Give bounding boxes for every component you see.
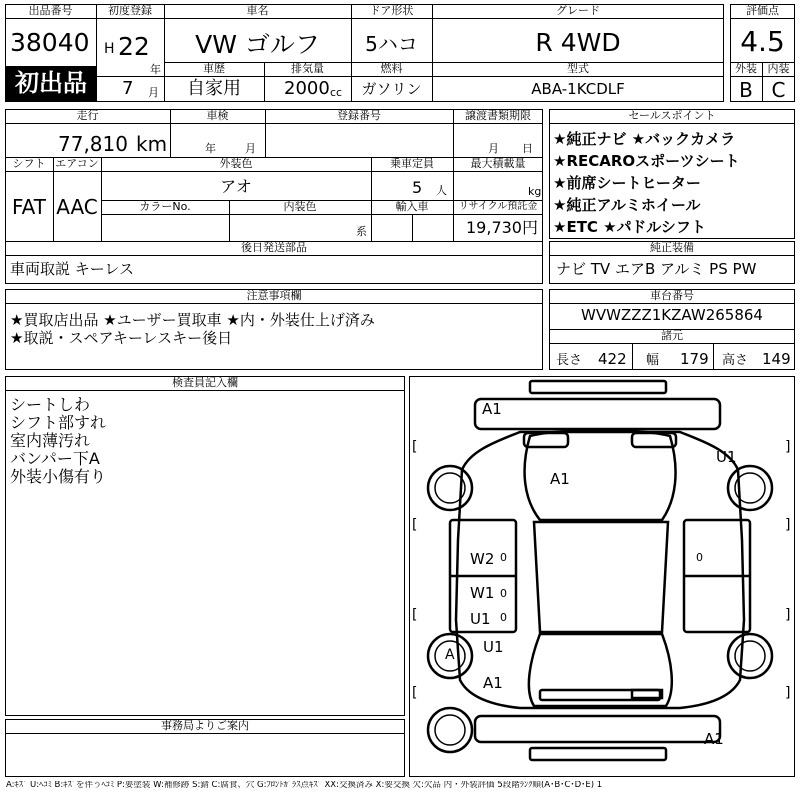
ext-label: 外装 bbox=[730, 62, 762, 77]
mark-zero: 0 bbox=[500, 611, 507, 624]
specs-label: 諸元 bbox=[549, 329, 795, 344]
capacity-unit: 人 bbox=[436, 184, 447, 197]
load-unit: kg bbox=[528, 185, 542, 198]
ext-score: B bbox=[739, 78, 753, 102]
fuel-label: 燃料 bbox=[351, 62, 432, 77]
grade: R 4WD bbox=[535, 28, 621, 57]
bracket: [ bbox=[412, 685, 418, 701]
bracket: ] bbox=[785, 517, 791, 533]
selling-point: ★純正アルミホイール bbox=[553, 196, 701, 214]
length-label: 長さ bbox=[556, 353, 583, 368]
selling-points-label: セールスポイント bbox=[549, 109, 795, 124]
legend-footer: A:ｷｽﾞ U:ﾍｺﾐ B:ｷｽﾞを伴うﾍｺﾐ P:要塗装 W:補修跡 S:錆 C:腐食、穴 G:ﾌﾛﾝﾄｶﾞﾗｽ点ｷｽﾞ XX:交換済み X:要交換 欠:欠品 内・外装評価 5段階ﾗﾝｸ順(A･B･C･D･E) 1 bbox=[6, 781, 603, 790]
lot-label: 出品番号 bbox=[5, 4, 96, 19]
mark-u1-right: U1 bbox=[716, 448, 737, 466]
reg-year: 22 bbox=[118, 32, 150, 61]
month-unit: 月 bbox=[148, 86, 159, 99]
color: アオ bbox=[220, 177, 252, 196]
later-label: 後日発送部品 bbox=[5, 241, 543, 256]
caution-item: ★買取店出品 ★ユーザー買取車 ★内・外装仕上げ済み bbox=[10, 311, 375, 329]
displacement: 2000 bbox=[284, 78, 330, 99]
history-label: 車歴 bbox=[164, 62, 264, 77]
history: 自家用 bbox=[187, 78, 241, 99]
equipment-list: ナビ TV エアB アルミ PS PW bbox=[556, 260, 757, 278]
car-diagram bbox=[409, 376, 795, 777]
plate-label: 登録番号 bbox=[265, 109, 453, 124]
int-label: 内装 bbox=[762, 62, 795, 77]
score: 4.5 bbox=[740, 25, 785, 58]
first-listing-badge: 初出品 bbox=[6, 66, 96, 101]
reg-label: 初度登録 bbox=[96, 4, 164, 19]
import-label: 輸入車 bbox=[371, 200, 453, 215]
reg-month: 7 bbox=[122, 78, 134, 99]
color-label: 外装色 bbox=[101, 157, 371, 172]
height: 149 bbox=[762, 350, 791, 368]
capacity: 5 bbox=[412, 178, 423, 197]
mileage-unit: km bbox=[136, 132, 168, 156]
displacement-unit: cc bbox=[330, 86, 343, 99]
selling-points-list bbox=[553, 128, 740, 238]
load-label: 最大積載量 bbox=[453, 157, 543, 172]
caution-list bbox=[10, 311, 375, 347]
name-label: 車名 bbox=[164, 4, 351, 19]
vin: WVWZZZ1KZAW265864 bbox=[581, 306, 763, 324]
selling-point: ★RECAROスポーツシート bbox=[553, 152, 740, 170]
capacity-label: 乗車定員 bbox=[371, 157, 453, 172]
mark-a1-lower: A1 bbox=[483, 674, 503, 692]
inspector-notes bbox=[10, 396, 106, 486]
door-type: 5ハコ bbox=[365, 32, 418, 56]
fuel: ガソリン bbox=[361, 80, 422, 98]
displacement-label: 排気量 bbox=[264, 62, 351, 77]
bracket: ] bbox=[785, 685, 791, 701]
width-label: 幅 bbox=[646, 353, 660, 368]
inspection-month-unit: 月 bbox=[245, 142, 256, 155]
inspector-label: 検査員記入欄 bbox=[5, 376, 405, 391]
transfer-label: 譲渡書類期限 bbox=[453, 109, 543, 124]
length: 422 bbox=[598, 350, 627, 368]
mark-a1-hood: A1 bbox=[550, 470, 570, 488]
car-name: VW ゴルフ bbox=[195, 30, 320, 59]
selling-point: ★前席シートヒーター bbox=[553, 174, 701, 192]
bracket: [ bbox=[412, 517, 418, 533]
height-label: 高さ bbox=[722, 353, 749, 368]
mark-zero: 0 bbox=[500, 551, 507, 564]
mileage-label: 走行 bbox=[5, 109, 170, 124]
score-label: 評価点 bbox=[730, 4, 795, 19]
mark-w1: W1 bbox=[470, 584, 495, 602]
inspector-note: 室内薄汚れ bbox=[10, 431, 91, 450]
mileage: 77,810 bbox=[58, 132, 128, 156]
mark-zero: 0 bbox=[500, 587, 507, 600]
grade-label: グレード bbox=[432, 4, 724, 19]
interior-label: 内装色 bbox=[229, 200, 371, 215]
door-label: ドア形状 bbox=[351, 4, 432, 19]
mark-a1-top: A1 bbox=[482, 400, 502, 418]
bracket: [ bbox=[412, 607, 418, 623]
mark-u1-lower: U1 bbox=[483, 638, 504, 656]
colorno-label: カラーNo. bbox=[101, 200, 229, 215]
equipment-label: 純正装備 bbox=[549, 241, 795, 256]
inspector-note: シフト部すれ bbox=[10, 413, 107, 432]
int-score: C bbox=[771, 78, 786, 102]
model-code: ABA-1KCDLF bbox=[531, 80, 625, 98]
office-label: 事務局よりご案内 bbox=[5, 719, 405, 734]
later-parts: 車両取説 キーレス bbox=[10, 260, 135, 278]
selling-point: ★純正ナビ ★バックカメラ bbox=[553, 130, 736, 148]
ac-label: エアコン bbox=[53, 157, 101, 172]
caution-item: ★取説・スペアキーレスキー後日 bbox=[10, 329, 233, 347]
year-unit: 年 bbox=[150, 63, 161, 76]
model-label: 型式 bbox=[432, 62, 724, 77]
inspector-note: シートしわ bbox=[10, 395, 91, 414]
inspection-label: 車検 bbox=[170, 109, 265, 124]
width: 179 bbox=[680, 350, 709, 368]
chassis-label: 車台番号 bbox=[549, 289, 795, 304]
mark-w2: W2 bbox=[470, 550, 495, 568]
shift: FAT bbox=[11, 195, 46, 219]
mark-zero: 0 bbox=[696, 551, 703, 564]
transfer-month-unit: 月 bbox=[488, 142, 499, 155]
inspection-year-unit: 年 bbox=[205, 142, 216, 155]
recycle: 19,730円 bbox=[466, 218, 538, 237]
lot-number: 38040 bbox=[10, 28, 90, 57]
ac: AAC bbox=[56, 195, 98, 219]
recycle-label: リサイクル預託金 bbox=[453, 200, 543, 215]
bracket: ] bbox=[785, 607, 791, 623]
shift-label: シフト bbox=[5, 157, 53, 172]
mark-wheel-a: A bbox=[445, 647, 455, 663]
mark-a1-bottom: A1 bbox=[704, 730, 724, 748]
mark-u1-mid: U1 bbox=[470, 610, 491, 628]
bracket: [ bbox=[412, 439, 418, 455]
transfer-day-unit: 日 bbox=[522, 142, 533, 155]
inspector-note: バンパー下A bbox=[10, 449, 100, 468]
selling-point: ★ETC ★パドルシフト bbox=[553, 218, 706, 236]
caution-label: 注意事項欄 bbox=[5, 289, 543, 304]
era: H bbox=[104, 41, 115, 57]
interior-unit: 系 bbox=[356, 225, 367, 238]
bracket: ] bbox=[785, 439, 791, 455]
inspector-note: 外装小傷有り bbox=[10, 467, 107, 486]
